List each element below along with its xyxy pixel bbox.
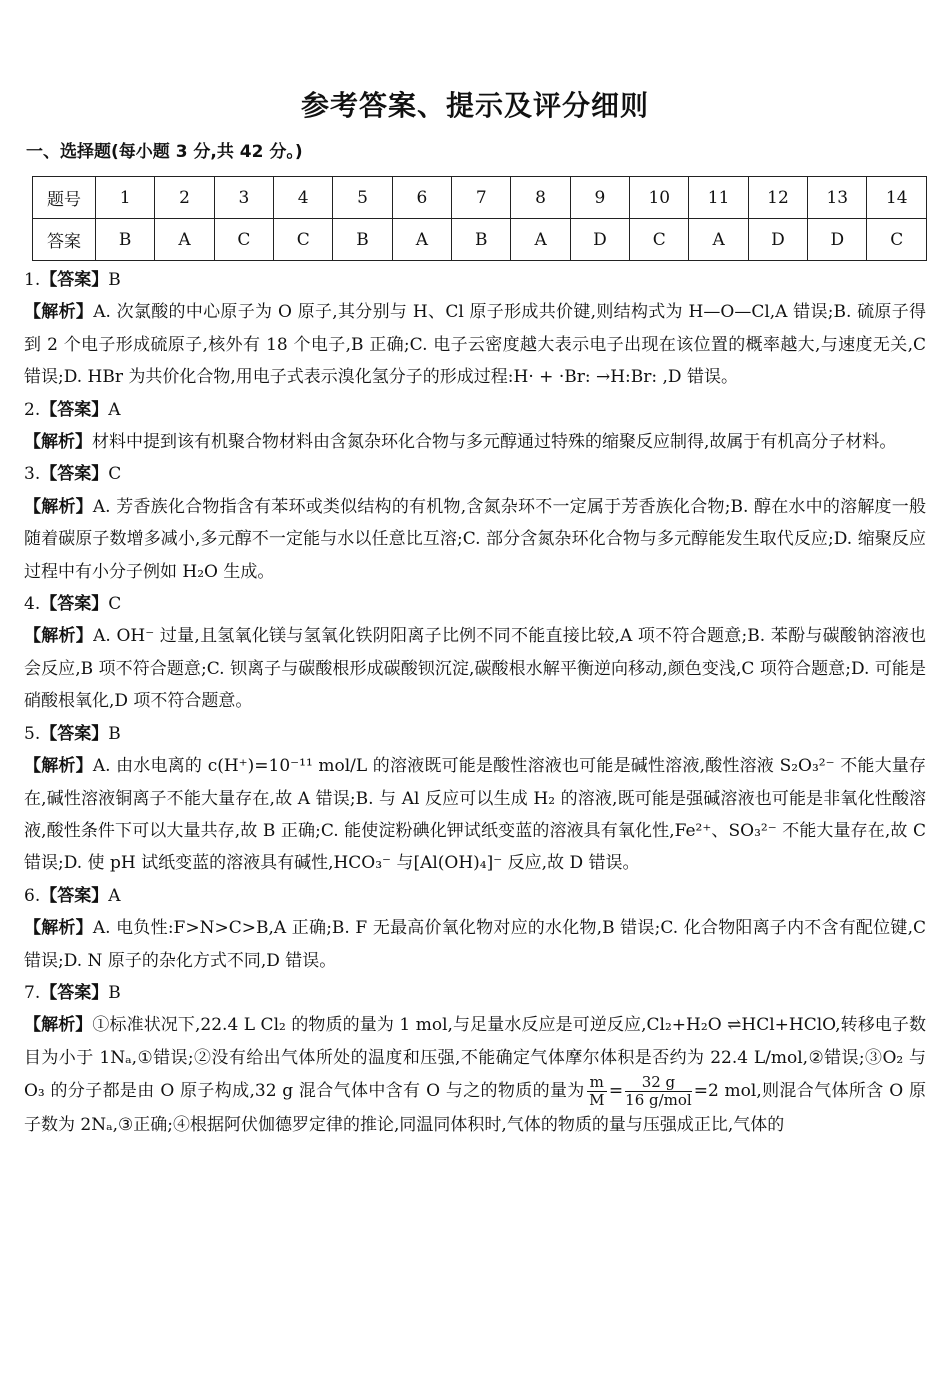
question-answer-line <box>24 264 926 296</box>
question-number: 7. <box>24 982 41 1003</box>
explanation-text: A. 芳香族化合物指含有苯环或类似结构的有机物,含氮杂环不一定属于芳香族化合物;B. 醇在水中的溶解度一般随着碳原子数增多减小,多元醇不一定能与水以任意比互溶;C. 部分含氮杂环化合物与多元醇能发生取代反应;D. 缩聚反应过程中有小分子例如 H₂O 生成。 <box>24 496 927 582</box>
table-cell: 9 <box>570 177 629 219</box>
explanation-text: 材料中提到该有机聚合物材料由含氮杂环化合物与多元醇通过特殊的缩聚反应制得,故属于有机高分子材料。 <box>92 432 897 453</box>
answer-tag: 【答案】 <box>40 982 109 1003</box>
fraction-denominator: M <box>589 1091 605 1110</box>
question-answer-line <box>24 458 926 490</box>
table-cell: 2 <box>155 177 214 219</box>
table-cell: 11 <box>689 177 748 219</box>
answer-value: A <box>108 885 121 906</box>
table-cell: B <box>96 219 155 261</box>
explanation-text: A. 由水电离的 c(H⁺)=10⁻¹¹ mol/L 的溶液既可能是酸性溶液也可能是碱性溶液,酸性溶液 S₂O₃²⁻ 不能大量存在,碱性溶液铜离子不能大量存在,故 A 错误;B. 与 Al 反应可以生成 H₂ 的溶液,既可能是强碱溶液也可能是非氧化性酸溶液,酸性条件下可以大量共存,故 B 正确;C. 能使淀粉碘化钾试纸变蓝的溶液具有氧化性,Fe²⁺、SO₃²⁻ 不能大量存在,故 C 错误;D. 使 pH 试纸变蓝的溶液具有碱性,HCO₃⁻ 与[Al(OH)₄]⁻ 反应,故 D 错误。 <box>24 756 926 874</box>
section-heading-choice: 一、选择题(每小题 3 分,共 42 分。) <box>26 142 303 162</box>
table-cell: 5 <box>333 177 392 219</box>
table-cell: 1 <box>96 177 155 219</box>
question-answer-line <box>24 880 926 912</box>
question-number: 5. <box>24 723 41 744</box>
table-cell: D <box>570 219 629 261</box>
answer-value: B <box>108 982 121 1003</box>
table-cell: B <box>452 219 511 261</box>
question-number: 6. <box>24 885 41 906</box>
table-cell: 4 <box>274 177 333 219</box>
question-number: 2. <box>24 399 41 420</box>
explanation-paragraph <box>24 491 926 588</box>
table-row-answers <box>33 219 927 261</box>
table-cell: 6 <box>392 177 451 219</box>
table-cell: A <box>511 219 570 261</box>
table-cell: 12 <box>748 177 807 219</box>
table-cell: D <box>748 219 807 261</box>
answer-value: B <box>108 270 121 290</box>
explanation-text: =2 mol,则混合气体所含 O 原子数为 2Nₐ,③正确;④根据阿伏伽德罗定律的推论,同温同体积时,气体的物质的量与压强成正比,气体的 <box>24 1081 927 1136</box>
table-cell: C <box>274 219 333 261</box>
table-row-numbers <box>33 177 927 219</box>
table-cell: 13 <box>808 177 867 219</box>
explanation-paragraph <box>24 426 926 458</box>
fraction-32g-over-16gmol <box>625 1074 692 1109</box>
explanation-paragraph <box>24 296 926 393</box>
explain-tag: 【解析】 <box>24 302 94 323</box>
question-number: 3. <box>24 464 41 485</box>
explain-tag: 【解析】 <box>24 1015 93 1036</box>
answer-tag: 【答案】 <box>40 594 109 615</box>
explanation-paragraph <box>24 750 926 880</box>
answer-tag: 【答案】 <box>40 464 109 485</box>
table-cell: 8 <box>511 177 570 219</box>
table-cell: 14 <box>867 177 927 219</box>
explain-tag: 【解析】 <box>24 918 93 939</box>
explanation-text: A. 电负性:F>N>C>B,A 正确;B. F 无最高价氧化物对应的水化物,B 错误;C. 化合物阳离子内不含有配位键,C 错误;D. N 原子的杂化方式不同,D 错误。 <box>24 918 926 971</box>
page-title: 参考答案、提示及评分细则 <box>300 89 649 122</box>
explain-tag: 【解析】 <box>24 756 93 777</box>
explanation-paragraph <box>24 620 926 717</box>
answer-tag: 【答案】 <box>40 885 109 906</box>
fraction-denominator: 16 g/mol <box>625 1091 692 1110</box>
question-answer-line <box>24 394 926 426</box>
fraction-numerator: m <box>587 1074 607 1092</box>
explanation-text: A. 次氯酸的中心原子为 O 原子,其分别与 H、Cl 原子形成共价键,则结构式为 H—O—Cl,A 错误;B. 硫原子得到 2 个电子形成硫原子,核外有 18 个电子,B 正确;C. 电子云密度越大表示电子出现在该位置的概率越大,与速度无关,C 错误;D. HBr 为共价化合物,用电子式表示溴化氢分子的形成过程:H· + ·Br: →H:Br: ,D 错误。 <box>24 302 927 388</box>
explanation-text: A. OH⁻ 过量,且氢氧化镁与氢氧化铁阴阳离子比例不同不能直接比较,A 项不符合题意;B. 苯酚与碳酸钠溶液也会反应,B 项不符合题意;C. 钡离子与碳酸根形成碳酸钡沉淀,碳酸根水解平衡逆向移动,颜色变浅,C 项符合题意;D. 可能是硝酸根氧化,D 项不符合题意。 <box>24 626 926 712</box>
fraction-m-over-M <box>587 1074 607 1109</box>
answer-tag: 【答案】 <box>40 723 109 744</box>
answer-tag: 【答案】 <box>40 270 109 290</box>
table-cell: C <box>867 219 927 261</box>
question-number: 1. <box>24 270 41 290</box>
answer-value: C <box>108 594 122 615</box>
table-cell: A <box>689 219 748 261</box>
explanation-paragraph <box>24 912 926 977</box>
explain-tag: 【解析】 <box>24 432 92 453</box>
table-cell: B <box>333 219 392 261</box>
fraction-numerator: 32 g <box>625 1074 692 1092</box>
answer-tag: 【答案】 <box>40 399 109 420</box>
table-cell: A <box>155 219 214 261</box>
table-cell: C <box>214 219 273 261</box>
question-answer-line <box>24 588 926 620</box>
explain-tag: 【解析】 <box>24 496 93 517</box>
explain-tag: 【解析】 <box>24 626 94 647</box>
answer-value: C <box>108 464 122 485</box>
table-cell: D <box>808 219 867 261</box>
table-cell: A <box>392 219 451 261</box>
table-cell: 3 <box>214 177 273 219</box>
explanation-paragraph <box>24 1009 926 1141</box>
explanation-text: ①标准状况下,22.4 L Cl₂ 的物质的量为 1 mol,与足量水反应是可逆反应,Cl₂+H₂O ⇌HCl+HClO,转移电子数目为小于 1Nₐ,①错误;②没有给出气体所处的温度和压强,不能确定气体摩尔体积是否约为 22.4 L/mol,②错误;③O₂ 与 O₃ 的分子都是由 O 原子构成,32 g 混合气体中含有 O 与之的物质的量为 <box>24 1015 927 1102</box>
equals-sign: = <box>608 1081 624 1102</box>
table-cell: 7 <box>452 177 511 219</box>
question-answer-line <box>24 718 926 750</box>
table-header-label: 题号 <box>33 177 96 219</box>
answer-table <box>32 176 927 261</box>
table-answer-label: 答案 <box>33 219 96 261</box>
explanations <box>24 264 926 1142</box>
answer-value: A <box>108 399 121 420</box>
table-cell: 10 <box>630 177 689 219</box>
table-cell: C <box>630 219 689 261</box>
answer-value: B <box>108 723 121 744</box>
question-answer-line <box>24 977 926 1009</box>
question-number: 4. <box>24 594 41 615</box>
